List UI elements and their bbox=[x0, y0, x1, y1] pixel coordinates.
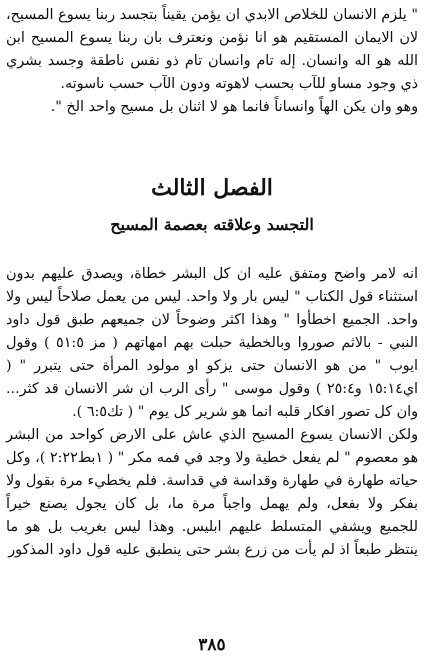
intro-paragraph: وهو وان يكن الهاً وانساناً فانما هو لا اثنان بل مسيح واحد الخ ". bbox=[50, 99, 418, 115]
page-number: ٣٨٥ bbox=[198, 635, 226, 655]
intro-block bbox=[6, 4, 418, 143]
body-paragraph: ولكن الانسان يسوع المسيح الذي عاش على الارض كواحد من البشر هو معصوم " لم يفعل خطية ولا وجد في فمه مكر " ( ١بط٢:٢٢ )، وكل حياته طهارة في طهارة وقداسة في قداسة. فلم يخطيء مرة بقول ولا بفكر ولا بفعل، ولم يهمل واجباً مرة ما، بل كان يجول يصنع خيراً للجميع ويشفي المتسلط عليهم ابليس. وهذا ليس بغريب بل هو ما ينتظر طبعاً اذ لم يأت من زرع بشر حتى ينطبق عليه قول داود المذكور bbox=[6, 427, 418, 558]
chapter-title: الفصل الثالث bbox=[151, 175, 273, 201]
document-page bbox=[6, 4, 418, 661]
section-title: التجسد وعلاقته بعصمة المسيح bbox=[110, 215, 314, 234]
body-paragraph: انه لامر واضح ومتفق عليه ان كل البشر خطاة، ويصدق عليهم بدون استثناء قول الكتاب " ليس بار ولا واحد. ليس من يعمل صلاحاً ليس ولا واحد. الجميع اخطأوا " وهذا اكثر وضوحاً لان جميعهم طبق قول داود النبي - بالاثم صوروا وبالخطية حبلت بهم امهاتهم ( مز ٥١:٥ ) وقول ايوب " من هو الانسان حتى يزكو او مولود المرأة حتى يتبرر " ( اي١٥:١٤ و٢٥:٤ ) وقول موسى " رأى الرب ان شر الانسان قد كثر... وان كل تصور افكار قلبه انما هو شرير كل يوم " ( تك٦:٥ ). bbox=[6, 266, 418, 420]
intro-paragraph: " يلزم الانسان للخلاص الابدي ان يؤمن يقيناً بتجسد ربنا يسوع المسيح، لان الايمان المستقيم هو انا نؤمن ونعترف بان ربنا يسوع المسيح ابن الله هو اله وانسان. إله تام وانسان تام ذو نفس ناطقة وجسد بشري ذي وجود مساو للآب بحسب لاهوته ودون الآب حسب ناسوته. bbox=[6, 7, 419, 92]
body-text bbox=[6, 263, 418, 562]
